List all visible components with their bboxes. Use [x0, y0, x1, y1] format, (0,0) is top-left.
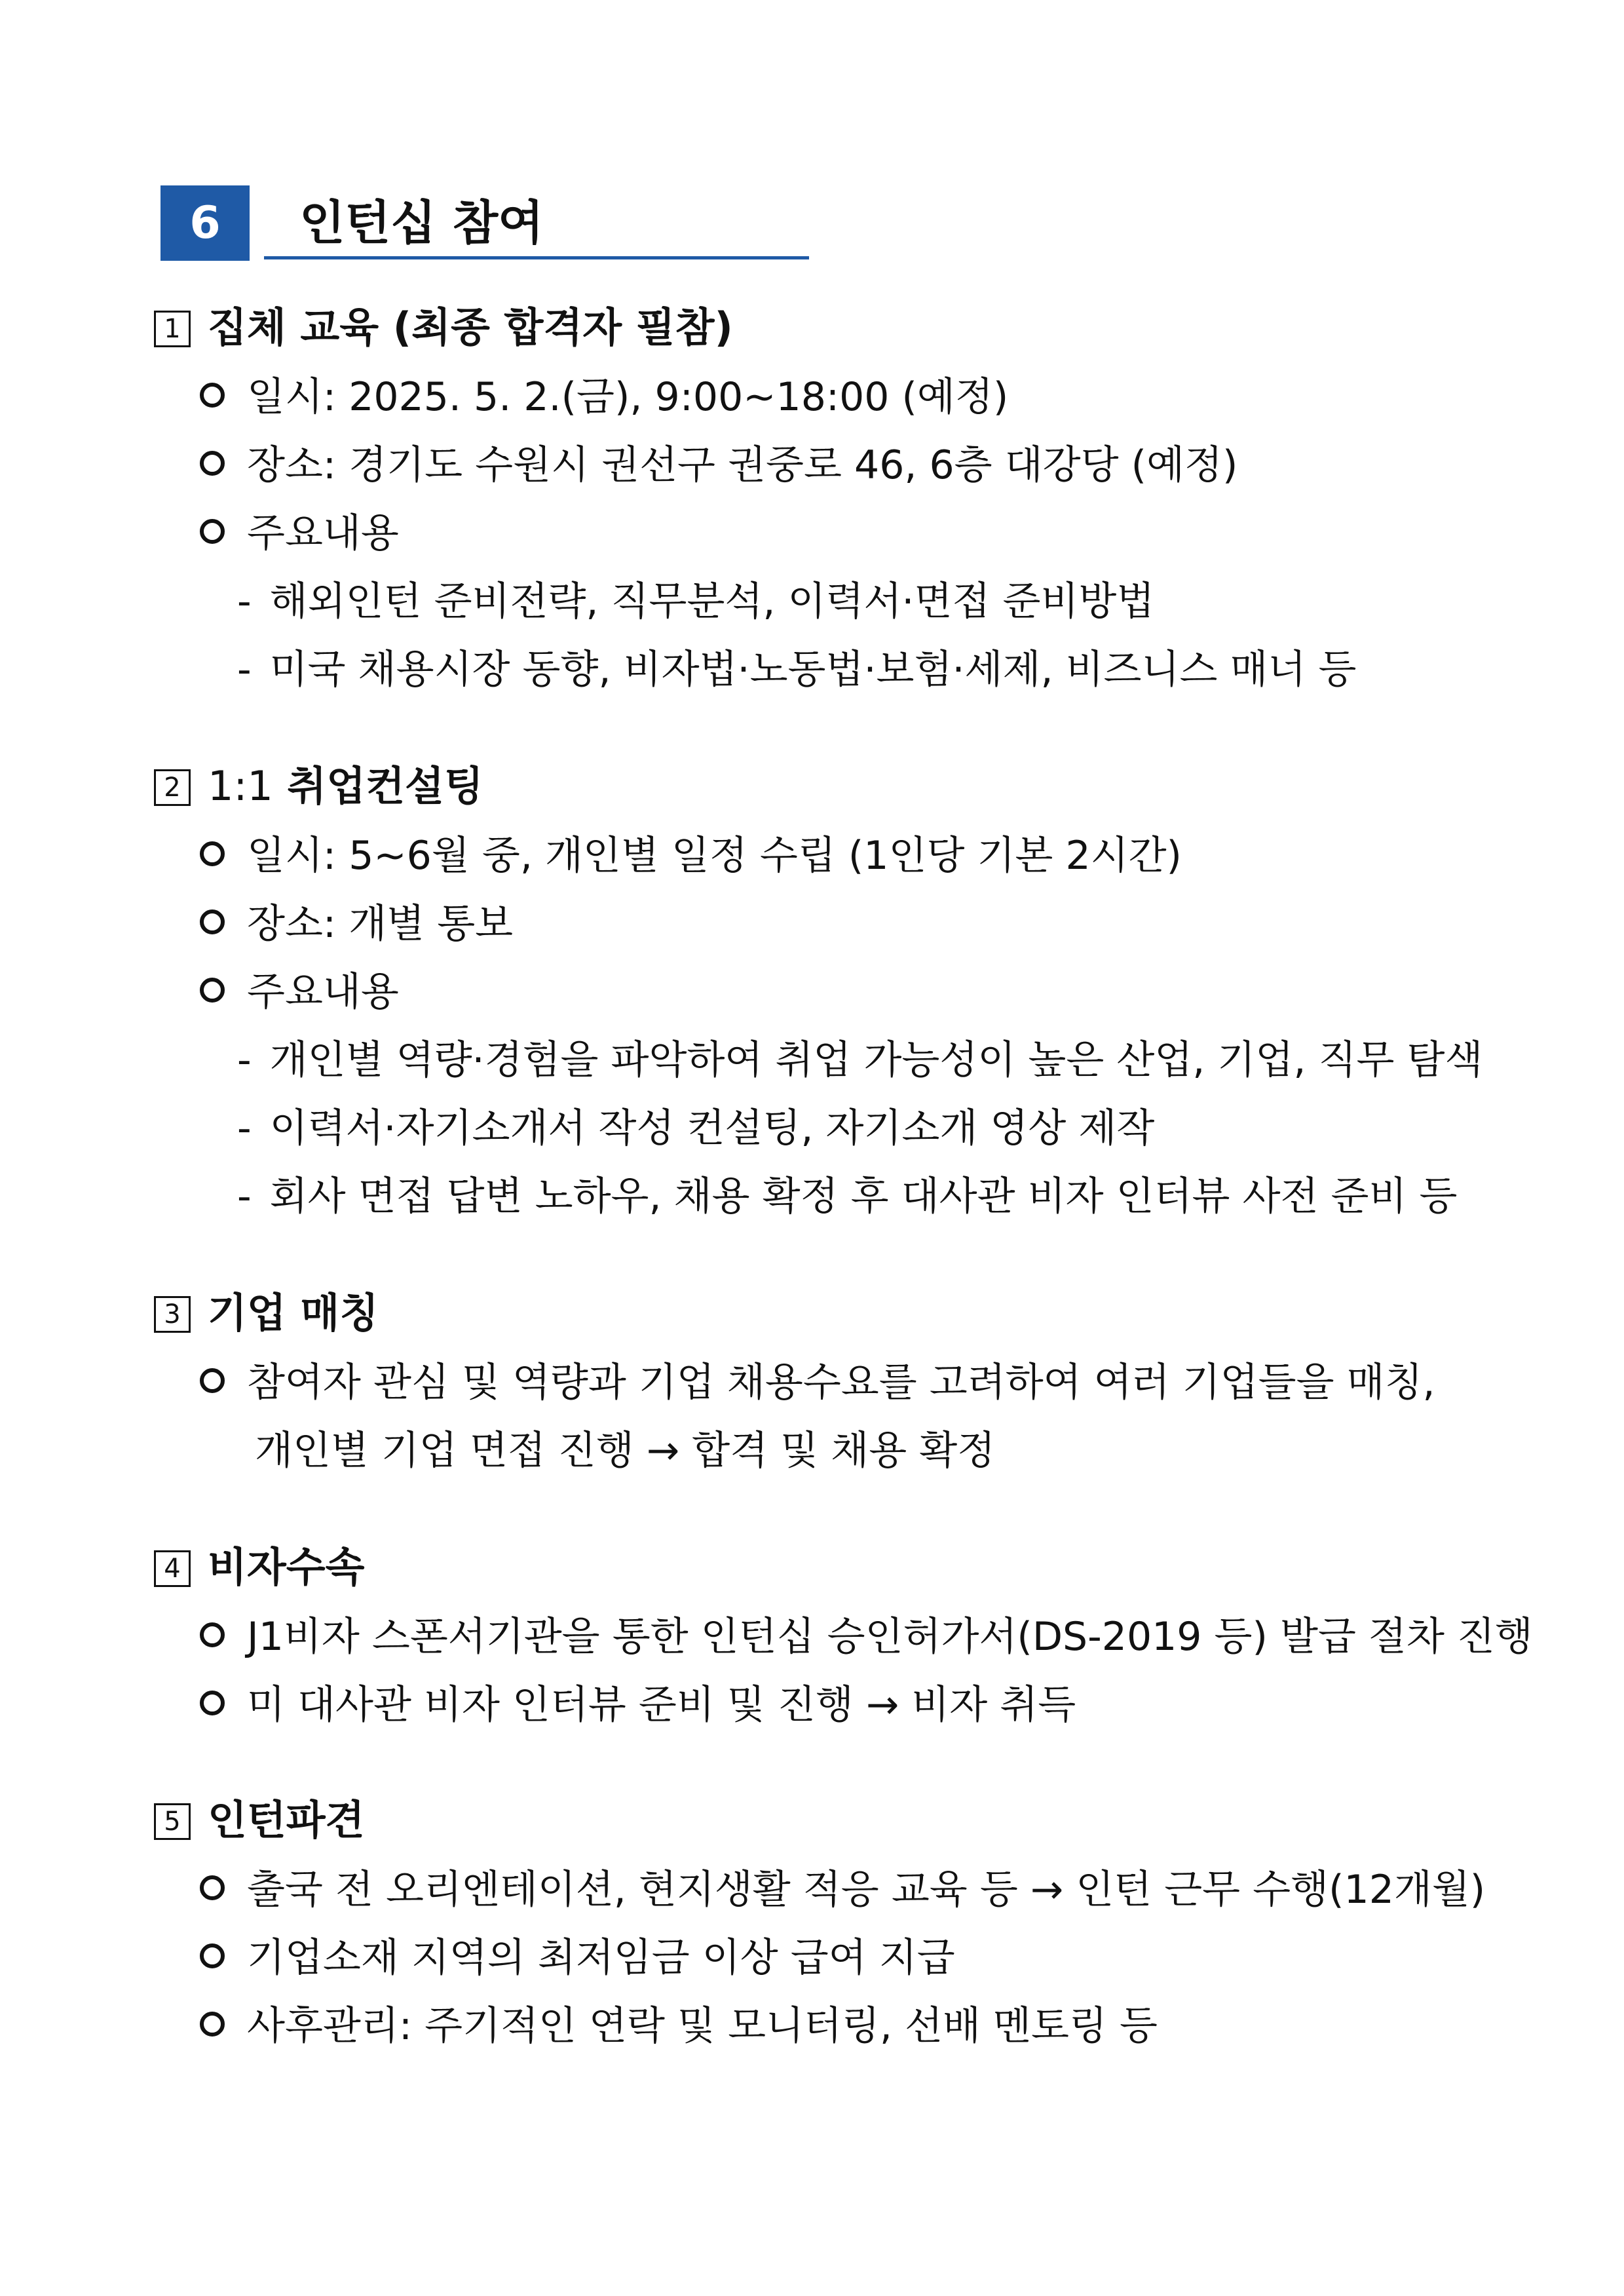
bullet-circle-icon	[200, 2012, 225, 2037]
subsection-3-heading	[154, 1288, 379, 1338]
dash-marker: -	[237, 1174, 252, 1219]
list-item-text: 주요내용	[247, 510, 399, 556]
section-heading	[161, 185, 809, 261]
sub-list-item-text: 회사 면접 답변 노하우, 채용 확정 후 대사관 비자 인터뷰 사전 준비 등	[269, 1174, 1458, 1219]
list-item	[200, 508, 399, 558]
list-item-text: 기업소재 지역의 최저임금 이상 급여 지급	[247, 1935, 955, 1981]
sub-list-item	[237, 577, 1154, 626]
sub-list-item-text: 이력서·자기소개서 작성 컨설팅, 자기소개 영상 제작	[269, 1105, 1155, 1151]
list-item-text: 출국 전 오리엔테이션, 현지생활 적응 교육 등 → 인턴 근무 수행(12개월)	[247, 1867, 1486, 1913]
list-item-text: 참여자 관심 및 역량과 기업 채용수요를 고려하여 여러 기업들을 매칭,	[247, 1360, 1435, 1406]
subsection-title-number: 1:1	[208, 762, 273, 810]
list-item	[200, 1933, 955, 1983]
dash-marker: -	[237, 1037, 252, 1083]
dash-marker: -	[237, 1105, 252, 1151]
list-item-text: 일시: 5~6월 중, 개인별 일정 수립 (1인당 기본 2시간)	[247, 833, 1182, 879]
list-item	[200, 372, 1008, 422]
subsection-title: 집체 교육 (최종 합격자 필참)	[208, 303, 733, 351]
list-item-text: 장소: 개별 통보	[247, 901, 514, 947]
bullet-circle-icon	[200, 1943, 225, 1968]
list-item	[200, 1358, 1435, 1407]
list-item	[200, 440, 1237, 490]
subsection-number-box: 1	[154, 311, 191, 347]
subsection-number-box: 2	[154, 769, 191, 806]
list-item-text: 사후관리: 주기적인 연락 및 모니터링, 선배 멘토링 등	[247, 2003, 1158, 2049]
dash-marker: -	[237, 647, 252, 693]
subsection-title: 기업 매칭	[208, 1289, 379, 1337]
bullet-circle-icon	[200, 1622, 225, 1647]
heading-underline	[264, 256, 809, 259]
sub-list-item	[237, 1172, 1458, 1221]
sub-list-item	[237, 645, 1356, 695]
sub-list-item-text: 미국 채용시장 동향, 비자법·노동법·보험·세제, 비즈니스 매너 등	[269, 647, 1357, 693]
bullet-circle-icon	[200, 1691, 225, 1715]
list-item	[200, 2001, 1158, 2051]
list-item	[200, 1680, 1076, 1730]
bullet-circle-icon	[200, 1368, 225, 1393]
bullet-circle-icon	[200, 451, 225, 476]
sub-list-item	[237, 1035, 1482, 1085]
bullet-circle-icon	[200, 383, 225, 408]
subsection-number-box: 4	[154, 1550, 191, 1587]
list-item-text: 주요내용	[247, 969, 399, 1015]
list-item-text: 장소: 경기도 수원시 권선구 권중로 46, 6층 대강당 (예정)	[247, 442, 1238, 488]
subsection-title: 비자수속	[208, 1543, 365, 1591]
section-title: 인턴십 참여	[299, 195, 544, 250]
list-item-text: 미 대사관 비자 인터뷰 준비 및 진행 → 비자 취득	[247, 1682, 1076, 1728]
bullet-circle-icon	[200, 1875, 225, 1900]
sub-list-item-text: 개인별 역량·경험을 파악하여 취업 가능성이 높은 산업, 기업, 직무 탐색	[269, 1037, 1483, 1083]
section-number-badge: 6	[161, 185, 250, 261]
subsection-title: 취업컨설팅	[287, 762, 483, 810]
list-item	[200, 1612, 1533, 1662]
subsection-2-heading	[154, 761, 483, 811]
list-item	[200, 899, 513, 949]
sub-list-item-text: 해외인턴 준비전략, 직무분석, 이력서·면접 준비방법	[269, 579, 1155, 624]
list-item	[200, 967, 399, 1017]
bullet-circle-icon	[200, 978, 225, 1003]
bullet-circle-icon	[200, 909, 225, 934]
subsection-title: 인턴파견	[208, 1796, 365, 1844]
bullet-circle-icon	[200, 519, 225, 544]
list-item-text: J1비자 스폰서기관을 통한 인턴십 승인허가서(DS-2019 등) 발급 절차 진행	[247, 1614, 1533, 1660]
dash-marker: -	[237, 579, 252, 624]
sub-list-item	[237, 1103, 1154, 1153]
subsection-number-box: 3	[154, 1296, 191, 1333]
list-item	[200, 1865, 1485, 1915]
subsection-number-box: 5	[154, 1803, 191, 1840]
list-item-continuation: 개인별 기업 면접 진행 → 합격 및 채용 확정	[255, 1428, 996, 1474]
list-item-text: 일시: 2025. 5. 2.(금), 9:00~18:00 (예정)	[247, 374, 1009, 420]
subsection-1-heading	[154, 303, 733, 353]
list-item	[200, 831, 1182, 881]
bullet-circle-icon	[200, 841, 225, 866]
subsection-5-heading	[154, 1795, 365, 1845]
subsection-4-heading	[154, 1542, 365, 1592]
